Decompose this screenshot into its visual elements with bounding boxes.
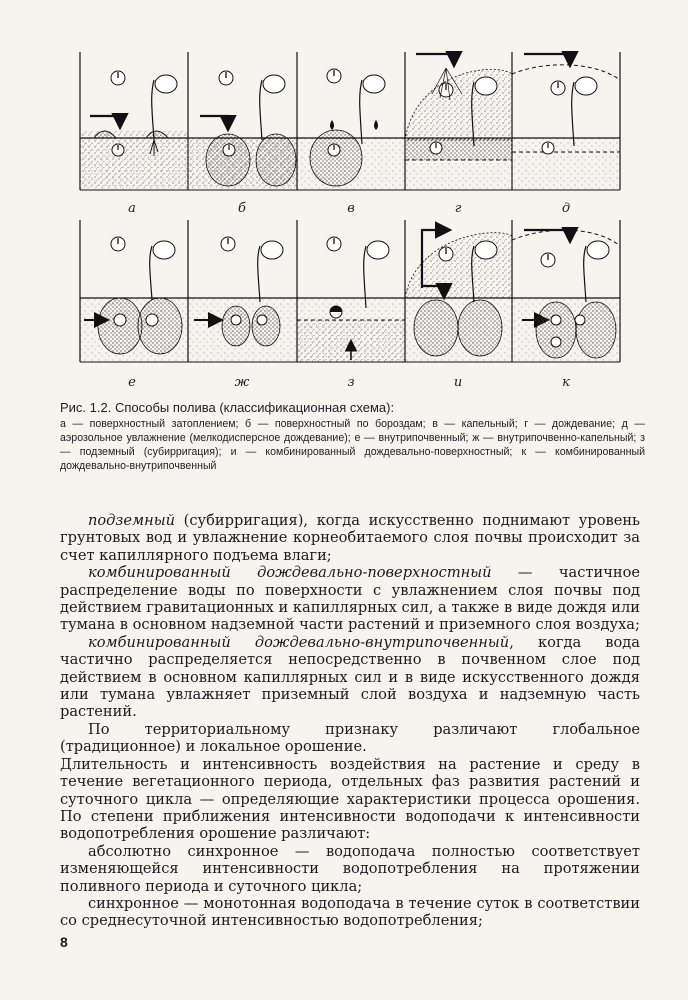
panel-label-a: а	[128, 201, 136, 216]
paragraph-territorial: По территориальному признаку различают глобальное (традиционное) и локальное орошение.	[60, 720, 640, 756]
panel-label-g: г	[454, 201, 462, 216]
panel-label-i: и	[453, 375, 463, 390]
top-row-panels	[80, 52, 620, 216]
panel-a-surface-flooding	[80, 71, 188, 188]
term-combined-subsurface: комбинированный дождевально-внутрипочвенный	[88, 633, 510, 651]
paragraph-synchronous: синхронное — монотонная водоподача в течение суток в соответствии со среднесуточной интенсивностью водопотребления;	[60, 894, 640, 930]
panel-label-e: е	[128, 375, 136, 390]
panel-label-v: в	[347, 201, 355, 216]
panel-label-k: к	[562, 375, 570, 390]
irrigation-methods-figure	[76, 50, 624, 398]
body-text	[60, 512, 640, 930]
paragraph-combined-surface	[60, 564, 640, 634]
caption-text: а — поверхностный затоплением; б — поверхностный по бороздам; в — капельный; г — дождевание; д — аэрозольное увлажнение (мелкодисперсное дождевание); е — внутрипочвенный; ж — внутрипочвенно-капельный; з — подземный (субирригация); и — комбинированный дождевально-поверхностный; к — комбинированный дождевально-внутрипочвенный	[60, 418, 645, 472]
term-combined-surface: комбинированный дождевально-поверхностный	[88, 564, 492, 582]
panel-label-d: д	[561, 201, 571, 216]
paragraph-subirrigation	[60, 512, 640, 564]
panel-b-furrow	[188, 71, 297, 188]
panel-label-z: з	[347, 375, 355, 390]
paragraph-text: — частичное распределение воды по поверхности с увлажнением слоя почвы под действием гравитационных и капиллярных сил, а также в виде дождя или тумана в основном надземной части растений и приземного слоя воздуха;	[60, 564, 640, 634]
paragraph-combined-subsurface	[60, 634, 640, 721]
figure-caption	[60, 400, 645, 473]
paragraph-text: (субирригация), когда искусственно поднимают уровень грунтовых вод и увлажнение корнеобитаемого слоя почвы происходит за счет капиллярного подъема влаги;	[60, 512, 640, 564]
panel-label-zh: ж	[234, 375, 250, 390]
page-number: 8	[60, 934, 68, 950]
bottom-row-panels	[80, 220, 620, 390]
caption-title: Рис. 1.2. Способы полива (классификационная схема):	[60, 400, 395, 415]
paragraph-duration: Длительность и интенсивность воздействия на растение и среду в течение вегетационного периода, отдельных фаз развития растений и суточного цикла — определяющие характеристики процесса орошения. По степени приближения интенсивности водоподачи к интенсивности водопотребления орошение различают:	[60, 755, 640, 843]
term-subirrigation: подземный	[88, 512, 176, 529]
panel-g-sprinkling	[405, 54, 512, 160]
panel-label-b: б	[238, 201, 246, 216]
paragraph-text: , когда вода частично распределяется непосредственно в почвенном слое под действием в основном капиллярных сил и в виде искусственного дождя или тумана увлажняет приземный слой воздуха и надземную часть растений.	[60, 633, 640, 721]
paragraph-absolute-synchronous: абсолютно синхронное — водоподача полностью соответствует изменяющейся интенсивности водопотребления на протяжении поливного периода и суточного цикла;	[60, 842, 640, 895]
